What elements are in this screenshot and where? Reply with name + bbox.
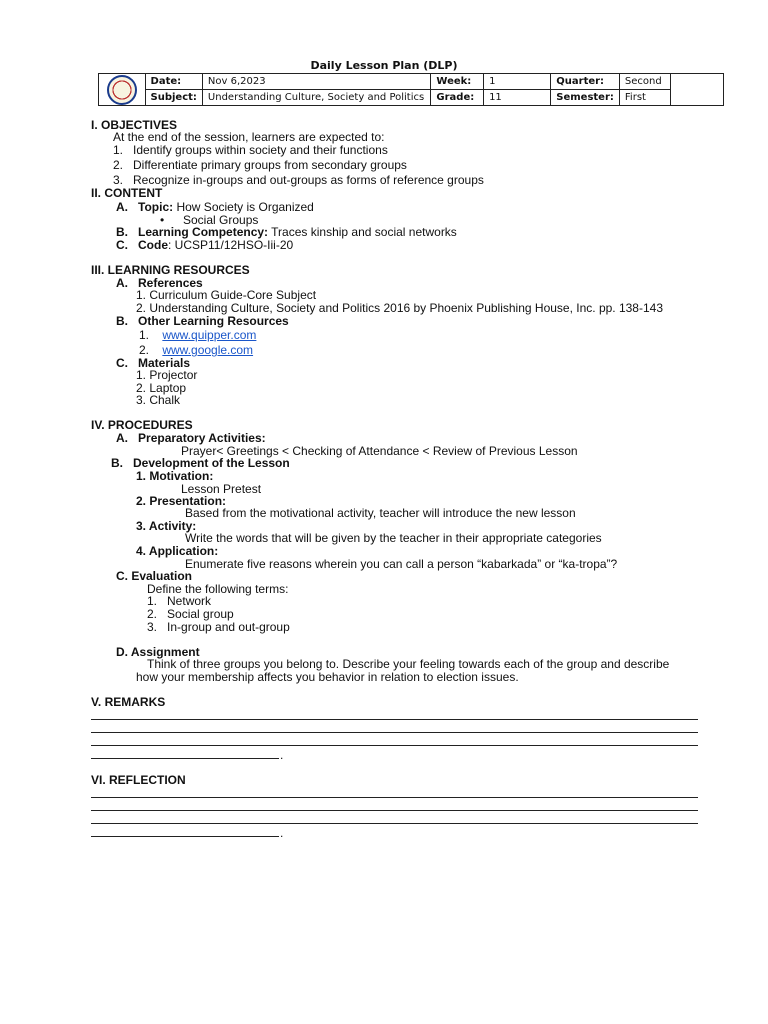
remarks-line-1	[91, 719, 698, 720]
objective-1: 1. Identify groups within society and their functions	[113, 143, 388, 157]
activity-text: Write the words that will be given by the teacher in their appropriate categories	[185, 531, 602, 545]
other-resources-label: B. Other Learning Resources	[116, 314, 289, 328]
objective-3: 3. Recognize in-groups and out-groups as forms of reference groups	[113, 173, 484, 187]
reflection-line-4	[91, 836, 279, 837]
date-label: Date:	[145, 74, 202, 90]
link-item-1: 1. www.quipper.com	[139, 328, 257, 342]
application-label: 4. Application:	[136, 544, 219, 558]
bullet-icon: •	[160, 213, 165, 227]
procedures-heading: IV. PROCEDURES	[91, 418, 193, 432]
subject-label: Subject:	[145, 90, 202, 106]
reflection-line-1	[91, 797, 698, 798]
motivation-text: Lesson Pretest	[181, 482, 262, 496]
grade-label: Grade:	[431, 90, 484, 106]
remarks-line-2	[91, 732, 698, 733]
evaluation-item-1: 1. Network	[147, 594, 212, 608]
evaluation-item-2: 2. Social group	[147, 607, 234, 621]
presentation-label: 2. Presentation:	[136, 494, 227, 508]
presentation-text: Based from the motivational activity, teacher will introduce the new lesson	[185, 506, 576, 520]
subject-value: Understanding Culture, Society and Politics	[202, 90, 430, 106]
quarter-label: Quarter:	[551, 74, 620, 90]
material-3: 3. Chalk	[136, 393, 181, 407]
evaluation-intro: Define the following terms:	[147, 582, 289, 596]
date-value: Nov 6,2023	[202, 74, 430, 90]
reflection-period: .	[280, 826, 284, 840]
logo-cell	[99, 74, 146, 106]
quipper-link[interactable]: www.quipper.com	[162, 328, 257, 342]
evaluation-item-3: 3. In-group and out-group	[147, 620, 290, 634]
motivation-label: 1. Motivation:	[136, 469, 214, 483]
deped-seal-icon	[107, 75, 137, 105]
grade-value: 11	[484, 90, 551, 106]
resources-heading: III. LEARNING RESOURCES	[91, 263, 250, 277]
content-topic: A. Topic: How Society is Organized	[116, 200, 314, 214]
remarks-line-4	[91, 758, 279, 759]
blank-cell	[670, 74, 723, 106]
objectives-heading: I. OBJECTIVES	[91, 118, 178, 132]
application-text: Enumerate five reasons wherein you can call a person “kabarkada” or “ka-tropa”?	[185, 557, 618, 571]
objective-2: 2. Differentiate primary groups from secondary groups	[113, 158, 407, 172]
references-label: A. References	[116, 276, 203, 290]
objectives-intro: At the end of the session, learners are expected to:	[113, 130, 385, 144]
reference-1: 1. Curriculum Guide-Core Subject	[136, 288, 317, 302]
reference-2: 2. Understanding Culture, Society and Politics 2016 by Phoenix Publishing House, Inc. pp. 138-143	[136, 301, 663, 315]
content-code: C. Code: UCSP11/12HSO-Iii-20	[116, 238, 294, 252]
assignment-label: D. Assignment	[116, 645, 200, 659]
remarks-heading: V. REMARKS	[91, 695, 166, 709]
google-link[interactable]: www.google.com	[162, 343, 254, 357]
remarks-period: .	[280, 748, 284, 762]
prep-text: Prayer< Greetings < Checking of Attendance < Review of Previous Lesson	[181, 444, 578, 458]
semester-label: Semester:	[551, 90, 620, 106]
reflection-heading: VI. REFLECTION	[91, 773, 186, 787]
assignment-line-1: Think of three groups you belong to. Describe your feeling towards each of the group and describe	[147, 657, 670, 671]
activity-label: 3. Activity:	[136, 519, 197, 533]
quarter-value: Second	[619, 74, 670, 90]
assignment-line-2: how your membership affects you behavior in relation to election issues.	[136, 670, 519, 684]
material-1: 1. Projector	[136, 368, 198, 382]
evaluation-label: C. Evaluation	[116, 569, 193, 583]
content-heading: II. CONTENT	[91, 186, 163, 200]
content-competency: B. Learning Competency: Traces kinship and social networks	[116, 225, 457, 239]
link-item-2: 2. www.google.com	[139, 343, 254, 357]
prep-label: A. Preparatory Activities:	[116, 431, 266, 445]
lesson-header-table	[98, 73, 724, 106]
material-2: 2. Laptop	[136, 381, 187, 395]
materials-label: C. Materials	[116, 356, 191, 370]
semester-value: First	[619, 90, 670, 106]
reflection-line-2	[91, 810, 698, 811]
week-value: 1	[484, 74, 551, 90]
week-label: Week:	[431, 74, 484, 90]
reflection-line-3	[91, 823, 698, 824]
content-subtopic: Social Groups	[183, 213, 259, 227]
dev-label: B. Development of the Lesson	[111, 456, 290, 470]
remarks-line-3	[91, 745, 698, 746]
page-title: Daily Lesson Plan (DLP)	[310, 59, 458, 72]
